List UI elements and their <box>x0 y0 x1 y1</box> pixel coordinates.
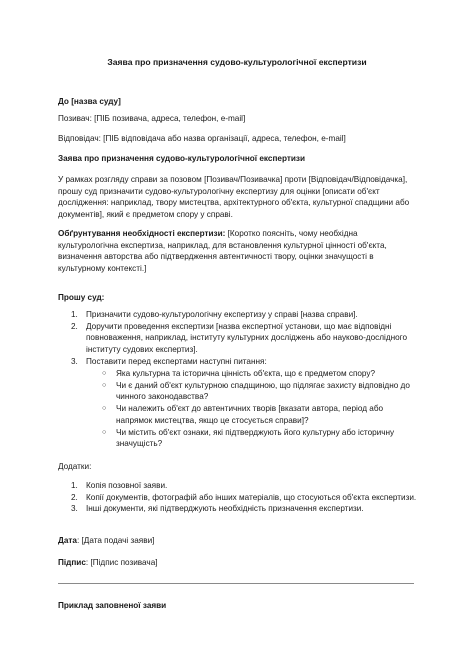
justification-paragraph <box>58 228 418 275</box>
court-line: До [назва суду] <box>58 97 121 106</box>
question-item <box>58 403 418 426</box>
attachment-number: 3. <box>71 504 78 514</box>
intro-paragraph: У рамках розгляду справи за позовом [Позивач/Позивачка] проти [Відповідач/Відповідачка], прошу суд призначити судово-культурологічну експертизу для оцінки [описати об'єкт дослідження: наприклад, твору мистецтва, архітектурного об'єкта, культурної спадщини або документів], який є предметом спору у справі. <box>58 175 410 220</box>
request-item <box>58 309 418 321</box>
attachment-item <box>58 503 418 515</box>
date-line <box>58 535 418 547</box>
justification-label: Обґрунтування необхідності експертизи: <box>58 229 226 238</box>
justification-text: [Коротко поясніть, чому необхідна культурологічна експертиза, наприклад, для встановлення культурної цінності об'єкта, визначення авторства або підтвердження автентичності твору, оцінки значущості в культурному контексті.] <box>58 229 387 274</box>
request-item <box>58 321 418 356</box>
divider <box>58 583 414 584</box>
attachment-text: Копії документів, фотографій або інших матеріалів, що стосуються об'єкта експертизи. <box>86 492 417 502</box>
attachments-list <box>58 480 418 515</box>
question-list <box>58 368 418 450</box>
document-title: Заява про призначення судово-культурологічної експертизи <box>107 57 367 67</box>
request-number: 3. <box>71 356 78 366</box>
signature-label: Підпис <box>58 558 86 567</box>
section-subheading: Заява про призначення судово-культурологічної експертизи <box>58 154 305 163</box>
request-item <box>58 356 418 368</box>
question-text: Чи містить об'єкт ознаки, які підтверджують його культурну або історичну значущість? <box>116 427 395 449</box>
date-value: : [Дата подачі заяви] <box>76 536 155 545</box>
attachment-item <box>58 480 418 492</box>
question-item <box>58 380 418 403</box>
attachment-item <box>58 492 418 504</box>
circle-bullet-icon: ○ <box>102 405 107 413</box>
example-heading: Приклад заповненої заяви <box>58 601 167 610</box>
plaintiff-line: Позивач: [ПІБ позивача, адреса, телефон, e-mail] <box>58 114 246 123</box>
attachment-number: 2. <box>71 492 78 502</box>
circle-bullet-icon: ○ <box>102 381 107 389</box>
request-text: Доручити проведення експертизи [назва експертної установи, що має відповідні повноваження, наприклад, інституту культурних досліджень або науково-дослідного інституту судових експертиз]. <box>86 321 408 355</box>
question-item <box>58 427 418 450</box>
question-item <box>58 368 418 380</box>
signature-line <box>58 557 418 569</box>
question-text: Чи належить об'єкт до автентичних творів [вказати автора, період або напрямок мистецтва, якщо це стосується справи]? <box>116 404 384 425</box>
circle-bullet-icon: ○ <box>102 370 107 377</box>
request-list <box>58 309 418 368</box>
question-text: Чи є даний об'єкт культурною спадщиною, що підлягає захисту відповідно до чинного законодавства? <box>116 380 410 402</box>
attachments-label: Додатки: <box>58 462 92 471</box>
request-text: Призначити судово-культурологічну експертизу у справі [назва справи]. <box>86 310 358 319</box>
attachment-number: 1. <box>71 481 78 490</box>
date-label: Дата <box>58 536 77 545</box>
request-label: Прошу суд: <box>58 293 105 302</box>
attachment-text: Копія позовної заяви. <box>86 481 168 490</box>
request-number: 2. <box>71 321 78 331</box>
request-text: Поставити перед експертами наступні питання: <box>86 356 267 366</box>
defendant-line: Відповідач: [ПІБ відповідача або назва організації, адреса, телефон, e-mail] <box>58 134 346 143</box>
question-text: Яка культурна та історична цінність об'єкта, що є предметом спору? <box>116 369 376 378</box>
request-number: 1. <box>71 310 78 319</box>
attachment-text: Інші документи, які підтверджують необхідність призначення експертизи. <box>86 504 364 514</box>
circle-bullet-icon: ○ <box>102 428 107 436</box>
signature-value: : [Підпис позивача] <box>85 558 158 567</box>
